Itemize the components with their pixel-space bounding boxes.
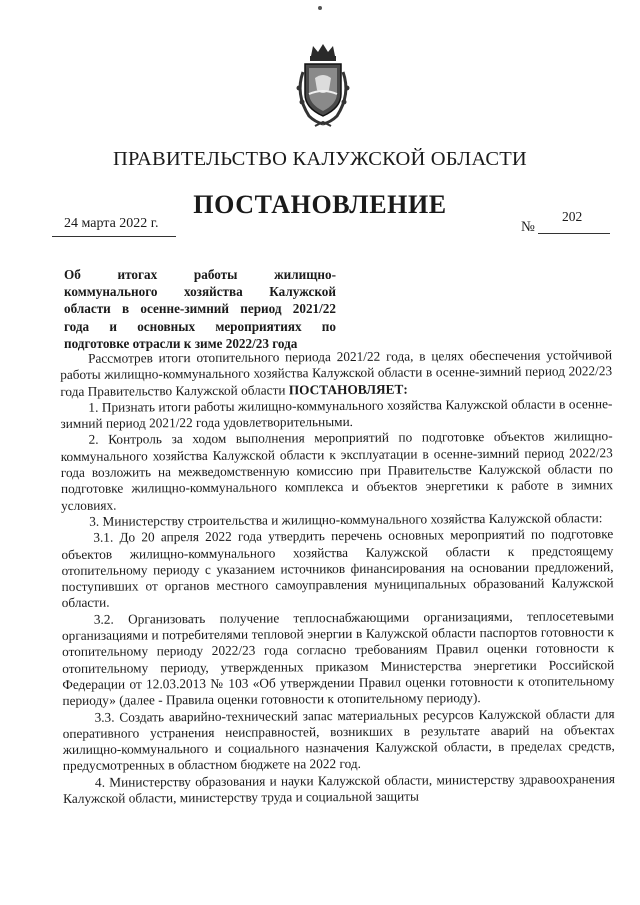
- paragraph-3-3: 3.3. Создать аварийно-технический запас материальных ресурсов Калужской области для оперативного устранения неисправностей, возникших в результате аварий на объектах жилищно-коммунального и социального назначения Калужской области, в пределах средств, предусмотренных в областном бюджете на 2022 год.: [62, 705, 615, 774]
- subject-line: коммунального хозяйства Калужской: [64, 284, 336, 300]
- subject-line: Об итогах работы жилищно-: [64, 267, 336, 282]
- document-body: [60, 347, 615, 807]
- resolves-keyword: ПОСТАНОВЛЯЕТ:: [288, 381, 408, 397]
- document-number: 202: [562, 209, 583, 224]
- document-subject: [64, 266, 336, 352]
- subject-line: области в осенне-зимний период 2021/22: [64, 301, 336, 317]
- number-sign: №: [521, 219, 535, 235]
- paragraph-2: 2. Контроль за ходом выполнения мероприятий по подготовке объектов жилищно-коммунального хозяйства Калужской области к эксплуатации в осенне-зимний период 2022/23 года возложить на межведомственную комиссию при Правительстве Калужской области по подготовке жилищно-коммунального комплекса и объектов энергетики к работе в зимних условиях.: [60, 428, 614, 513]
- subject-line: года и основных мероприятиях по: [64, 318, 336, 334]
- paragraph-3-2: 3.2. Организовать получение теплоснабжающими организациями, теплосетевыми организациями и потребителями тепловой энергии в Калужской области паспортов готовности к отопительному периоду 2022/23 года согласно требованиям Правил оценки готовности к отопительному периоду, утвержденных приказом Министерства энергетики Российской Федерации от 12.03.2013 № 103 «Об утверждении Правил оценки готовности к отопительному периоду» (далее - Правила оценки готовности к отопительному периоду).: [61, 607, 615, 709]
- paragraph-4: 4. Министерству образования и науки Калужской области, министерству здравоохранения Калужской области, министерству труда и социальной защиты: [63, 770, 616, 807]
- document-type-title: ПОСТАНОВЛЕНИЕ: [193, 190, 447, 219]
- date-underline: [52, 236, 176, 237]
- intro-text: Рассмотрев итоги отопительного периода 2021/22 года, в целях обеспечения устойчивой работы жилищно-коммунального хозяйства Калужской области в осенне-зимний период 2022/23 года Правительство Калужской области: [60, 347, 613, 399]
- paragraph-3-1: 3.1. До 20 апреля 2022 года утвердить перечень основных мероприятий по подготовке объектов жилищно-коммунального хозяйства Калужской области к предстоящему отопительному периоду с указанием источников финансирования на основании предложений, поступивших от органов местного самоуправления муниципальных образований Калужской области.: [61, 526, 614, 611]
- scan-speck: [318, 6, 322, 10]
- number-underline: [538, 233, 610, 234]
- paragraph-1: 1. Признать итоги работы жилищно-коммунального хозяйства Калужской области в осенне-зимний период 2021/22 года удовлетворительными.: [60, 396, 613, 432]
- document-date: 24 марта 2022 г.: [64, 216, 159, 231]
- organization-title: ПРАВИТЕЛЬСТВО КАЛУЖСКОЙ ОБЛАСТИ: [113, 148, 527, 170]
- intro-paragraph: [60, 347, 612, 400]
- coat-of-arms-icon: [293, 42, 353, 130]
- paragraph-3: 3. Министерству строительства и жилищно-коммунального хозяйства Калужской области:: [89, 510, 603, 529]
- subject-line: подготовке отрасли к зиме 2022/23 года: [64, 335, 298, 351]
